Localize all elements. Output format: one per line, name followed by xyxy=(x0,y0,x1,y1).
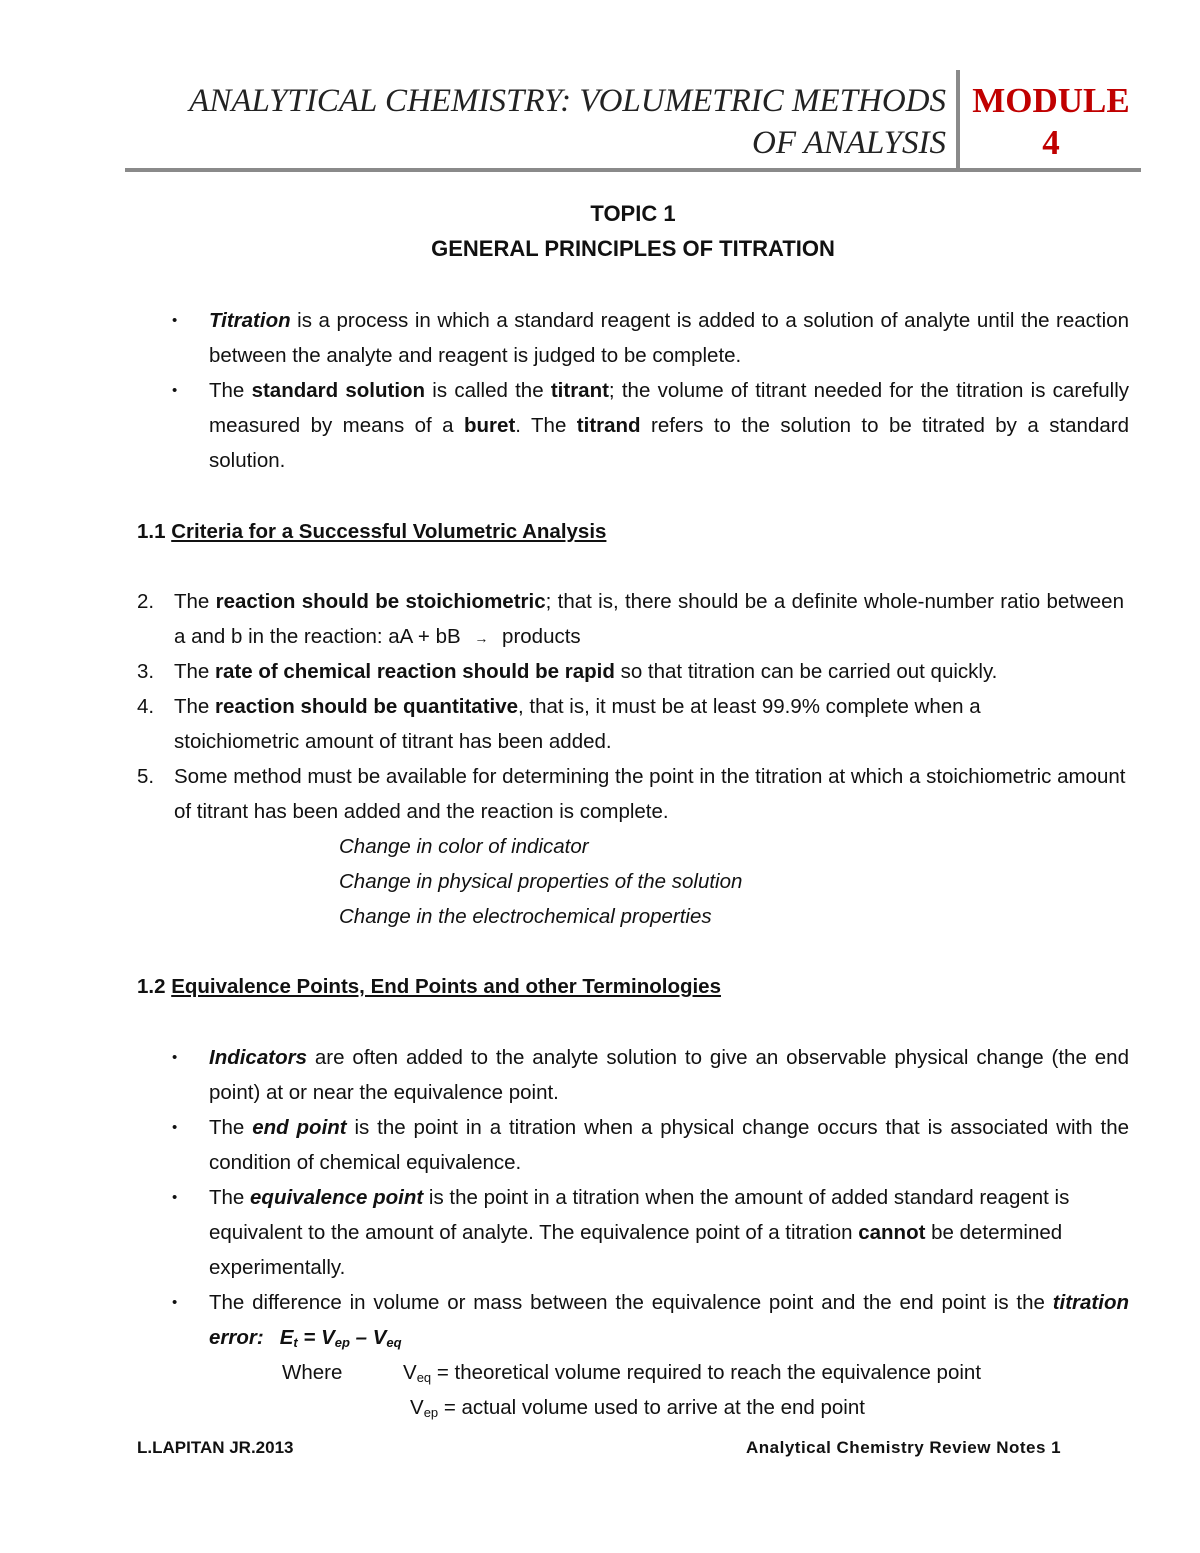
term-equivalence-point: equivalence point xyxy=(250,1186,424,1209)
item-text: The xyxy=(174,695,216,718)
term-cannot: cannot xyxy=(858,1221,926,1244)
criteria-item-rapid xyxy=(174,654,1124,689)
bullet-marker: • xyxy=(172,1049,178,1066)
bullet-text: is called the xyxy=(425,379,551,402)
method-indicator-color: Change in color of indicator xyxy=(339,835,589,858)
bullet-marker: • xyxy=(172,1294,178,1311)
course-title-line-2: OF ANALYSIS xyxy=(751,125,946,161)
term-standard-solution: standard solution xyxy=(251,379,426,402)
bullet-marker: • xyxy=(172,382,178,399)
definition-veq xyxy=(403,1355,981,1395)
term-titration-error: titration error: xyxy=(209,1291,1129,1349)
eq-symbol: E xyxy=(279,1326,294,1349)
variable-subscript: eq xyxy=(416,1370,432,1385)
eq-subscript: t xyxy=(293,1335,298,1350)
bullet-text: The difference in volume or mass between the equivalence point and the end point is the xyxy=(209,1291,1053,1314)
module-badge xyxy=(962,80,1140,164)
method-electrochemical-properties: Change in the electrochemical properties xyxy=(339,905,712,928)
module-number: 4 xyxy=(1042,123,1060,162)
item-text: The xyxy=(174,660,216,683)
topic-number: TOPIC 1 xyxy=(590,201,676,226)
section-heading-equivalence xyxy=(137,969,721,1004)
variable-subscript: ep xyxy=(423,1405,439,1420)
term-end-point: end point xyxy=(252,1116,347,1139)
definition-text: = theoretical volume required to reach the equivalence point xyxy=(431,1361,982,1384)
section-title: Criteria for a Successful Volumetric Analysis xyxy=(171,520,607,543)
bullet-text: The xyxy=(209,1186,251,1209)
method-physical-properties: Change in physical properties of the solution xyxy=(339,870,743,893)
bullet-text: be determined experimentally. xyxy=(209,1221,1063,1279)
item-text: products xyxy=(496,625,581,648)
item-emphasis: reaction should be quantitative xyxy=(215,695,519,718)
definition-text: = actual volume used to arrive at the end point xyxy=(438,1396,865,1419)
variable-symbol: V xyxy=(403,1361,417,1384)
eq-symbol: – V xyxy=(349,1326,387,1349)
module-label: MODULE xyxy=(972,81,1130,120)
item-text: so that titration can be carried out quickly. xyxy=(614,660,998,683)
criteria-item-endpoint-method xyxy=(174,759,1129,829)
term-buret: buret xyxy=(464,414,516,437)
item-text: The xyxy=(174,590,216,613)
section-number: 1.2 xyxy=(137,975,172,998)
term-indicators: Indicators xyxy=(209,1046,307,1069)
criteria-item-stoichiometric xyxy=(174,584,1124,656)
bullet-marker: • xyxy=(172,1119,178,1136)
item-text: ; that is, there should be a definite whole-number ratio between a and b in the reaction: aA + bB xyxy=(174,590,1124,648)
bullet-indicators xyxy=(209,1040,1129,1110)
bullet-text: is the point in a titration when the amount of added standard reagent is equivalent to the amount of analyte. The equivalence point of a titration xyxy=(209,1186,1070,1244)
bullet-equivalence-point xyxy=(209,1180,1131,1285)
bullet-end-point xyxy=(209,1110,1129,1180)
topic-title: GENERAL PRINCIPLES OF TITRATION xyxy=(431,236,835,261)
header-divider xyxy=(956,70,960,168)
bullet-text: refers to the solution to be titrated by a standard solution. xyxy=(209,414,1129,472)
bullet-text: The xyxy=(209,379,252,402)
bullet-marker: • xyxy=(172,1189,178,1206)
criteria-item-quantitative xyxy=(174,689,1054,759)
item-text: Some method must be available for determining the point in the titration at which a stoichiometric amount of titrant has been added and the reaction is complete. xyxy=(174,765,1126,823)
footer-author: L.LAPITAN JR.2013 xyxy=(137,1438,294,1457)
eq-subscript: ep xyxy=(334,1335,350,1350)
where-label: Where xyxy=(282,1361,343,1384)
bullet-text: is the point in a titration when a physical change occurs that is associated with the condition of chemical equivalence. xyxy=(209,1116,1130,1174)
term-titration: Titration xyxy=(209,309,291,332)
bullet-titration xyxy=(209,303,1129,373)
course-title xyxy=(130,80,946,164)
bullet-text: is a process in which a standard reagent is added to a solution of analyte until the reaction between the analyte and reagent is judged to be complete. xyxy=(209,309,1129,367)
bullet-text: The xyxy=(209,1116,253,1139)
list-number: 5. xyxy=(137,765,155,788)
bullet-text: are often added to the analyte solution to give an observable physical change (the end point) at or near the equivalence point. xyxy=(209,1046,1129,1104)
eq-subscript: eq xyxy=(386,1335,402,1350)
term-titrant: titrant xyxy=(550,379,609,402)
term-titrand: titrand xyxy=(576,414,641,437)
section-number: 1.1 xyxy=(137,520,172,543)
course-title-line-1: ANALYTICAL CHEMISTRY: VOLUMETRIC METHODS xyxy=(189,83,946,119)
bullet-text: ; the volume of titrant needed for the titration is carefully measured by means of a xyxy=(209,379,1129,437)
bullet-standard-solution xyxy=(209,373,1129,478)
variable-symbol: V xyxy=(410,1396,424,1419)
list-number: 3. xyxy=(137,660,155,683)
eq-symbol: = V xyxy=(297,1326,335,1349)
bullet-marker: • xyxy=(172,312,178,329)
bullet-titration-error xyxy=(209,1285,1129,1360)
section-heading-criteria xyxy=(137,514,606,549)
titration-error-equation xyxy=(264,1326,402,1349)
header-rule xyxy=(125,168,1141,172)
section-title: Equivalence Points, End Points and other Terminologies xyxy=(171,975,721,998)
list-number: 2. xyxy=(137,590,155,613)
reaction-arrow-icon: → xyxy=(474,630,489,646)
list-number: 4. xyxy=(137,695,155,718)
bullet-text: . The xyxy=(515,414,577,437)
item-emphasis: reaction should be stoichiometric xyxy=(215,590,546,613)
definition-vep xyxy=(410,1390,865,1430)
item-emphasis: rate of chemical reaction should be rapid xyxy=(215,660,615,683)
item-text: , that is, it must be at least 99.9% complete when a stoichiometric amount of titrant has been added. xyxy=(174,695,981,753)
footer-page-info: Analytical Chemistry Review Notes 1 xyxy=(746,1438,1062,1457)
